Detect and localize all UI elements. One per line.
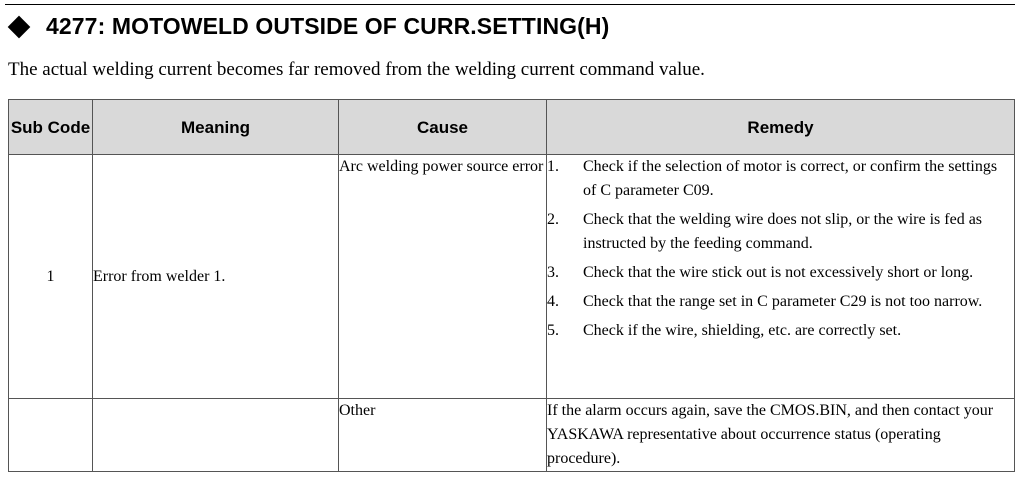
diamond-bullet-icon (8, 15, 31, 38)
meaning-cell (93, 399, 339, 472)
remedy-step-number: 2. (547, 211, 559, 228)
remedy-cell: If the alarm occurs again, save the CMOS.BIN, and then contact your YASKAWA representative about occurrence status (operating procedure). (547, 399, 1015, 472)
remedy-cell (547, 155, 1015, 399)
alarm-table (8, 99, 1015, 472)
table-row (9, 399, 1015, 472)
remedy-step-text: Check that the range set in C parameter C29 is not too narrow. (583, 293, 983, 310)
meaning-cell: Error from welder 1. (93, 155, 339, 399)
top-rule (5, 4, 1015, 5)
alarm-title: 4277: MOTOWELD OUTSIDE OF CURR.SETTING(H) (46, 13, 610, 39)
remedy-step-text: Check that the wire stick out is not excessively short or long. (583, 264, 974, 281)
table-row (9, 155, 1015, 399)
sub-code-cell (9, 399, 93, 472)
header-cause: Cause (339, 100, 547, 155)
remedy-steps-list (547, 155, 1014, 343)
remedy-step-number: 4. (547, 293, 559, 310)
remedy-step-number: 3. (547, 264, 559, 281)
header-remedy: Remedy (547, 100, 1015, 155)
alarm-description: The actual welding current becomes far removed from the welding current command value. (8, 59, 705, 80)
cause-cell: Arc welding power source error (339, 155, 547, 399)
remedy-step-number: 1. (547, 158, 559, 175)
cause-cell: Other (339, 399, 547, 472)
remedy-step-text: Check if the selection of motor is correct, or confirm the settings of C parameter C09. (583, 158, 998, 199)
remedy-step-number: 5. (547, 322, 559, 339)
remedy-step-text: Check that the welding wire does not slip, or the wire is fed as instructed by the feeding command. (583, 211, 983, 252)
table-header-row (9, 100, 1015, 155)
remedy-step (547, 290, 1014, 314)
header-meaning: Meaning (93, 100, 339, 155)
remedy-step (547, 208, 1014, 256)
remedy-step (547, 155, 1014, 203)
remedy-step-text: Check if the wire, shielding, etc. are correctly set. (583, 322, 902, 339)
sub-code-cell: 1 (9, 155, 93, 399)
remedy-step (547, 319, 1014, 343)
alarm-heading (8, 13, 609, 40)
header-sub-code: Sub Code (9, 100, 93, 155)
remedy-step (547, 261, 1014, 285)
